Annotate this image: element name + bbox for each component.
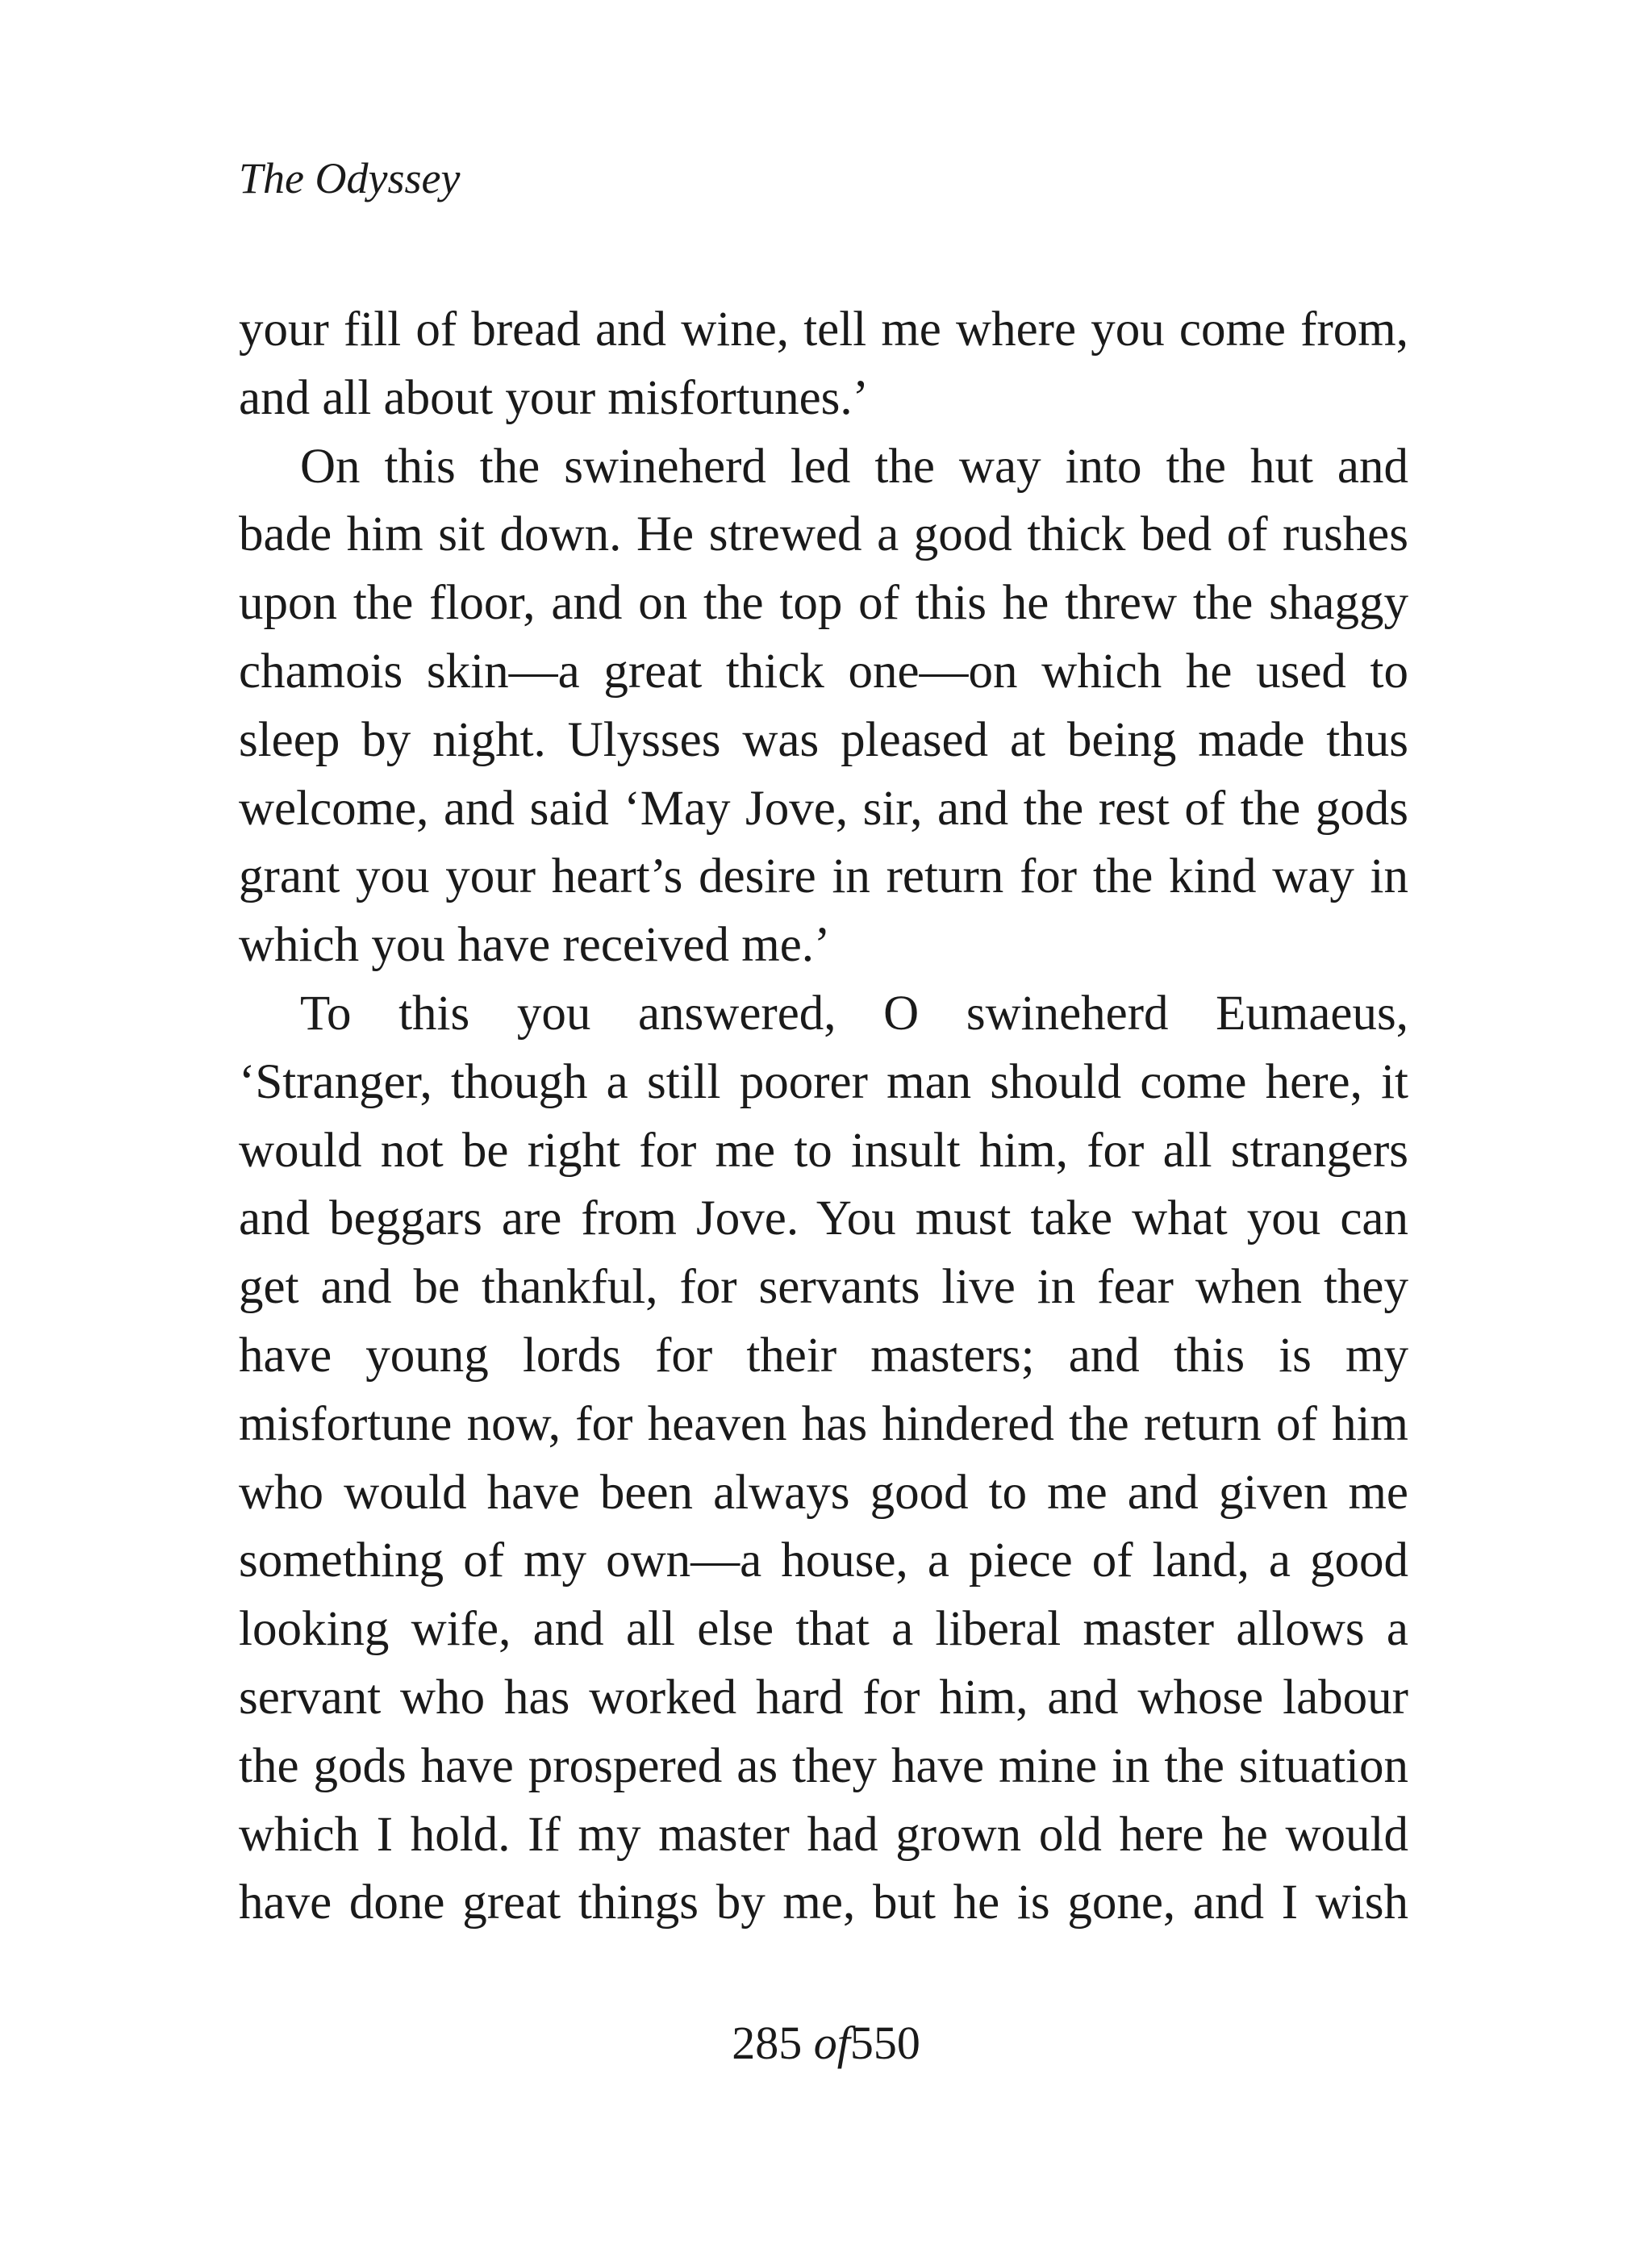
page-current: 285 (732, 2017, 803, 2069)
text-line: ‘Stranger, though a still poorer man should come here, it (239, 1054, 1408, 1109)
text-line: would not be right for me to insult him, for all strangers (239, 1123, 1408, 1178)
text-line: To this you answered, O swineherd Eumaeus, (300, 986, 1408, 1041)
text-line: chamois skin—a great thick one—on which he used to (239, 644, 1408, 699)
text-line: which you have received me.’ (239, 918, 831, 973)
text-line: servant who has worked hard for him, and whose labour (239, 1670, 1408, 1725)
page-total: 550 (849, 2017, 920, 2069)
text-line: On this the swineherd led the way into the hut and (300, 439, 1408, 494)
page-number (0, 2015, 1652, 2072)
text-line: and all about your misfortunes.’ (239, 370, 869, 425)
page-of-label: of (813, 2017, 850, 2069)
text-line: who would have been always good to me and given me (239, 1465, 1408, 1520)
text-line: the gods have prospered as they have mine in the situation (239, 1738, 1408, 1793)
text-line: your fill of bread and wine, tell me where you come from, (239, 302, 1408, 357)
text-line: have done great things by me, but he is gone, and I wish (239, 1875, 1408, 1930)
running-title: The Odyssey (239, 154, 461, 202)
text-line: welcome, and said ‘May Jove, sir, and the rest of the gods (239, 781, 1408, 836)
text-line: looking wife, and all else that a liberal master allows a (239, 1602, 1408, 1657)
text-line: bade him sit down. He strewed a good thick bed of rushes (239, 507, 1408, 562)
text-line: get and be thankful, for servants live in fear when they (239, 1260, 1408, 1315)
text-line: misfortune now, for heaven has hindered the return of him (239, 1396, 1408, 1451)
text-line: grant you your heart’s desire in return for the kind way in (239, 849, 1408, 904)
text-line: sleep by night. Ulysses was pleased at being made thus (239, 712, 1408, 767)
text-line: something of my own—a house, a piece of land, a good (239, 1533, 1408, 1588)
text-line: have young lords for their masters; and this is my (239, 1328, 1408, 1383)
body-text (239, 296, 1408, 1938)
text-line: and beggars are from Jove. You must take what you can (239, 1191, 1408, 1246)
text-line: upon the floor, and on the top of this he threw the shaggy (239, 576, 1408, 631)
text-line: which I hold. If my master had grown old here he would (239, 1807, 1408, 1862)
